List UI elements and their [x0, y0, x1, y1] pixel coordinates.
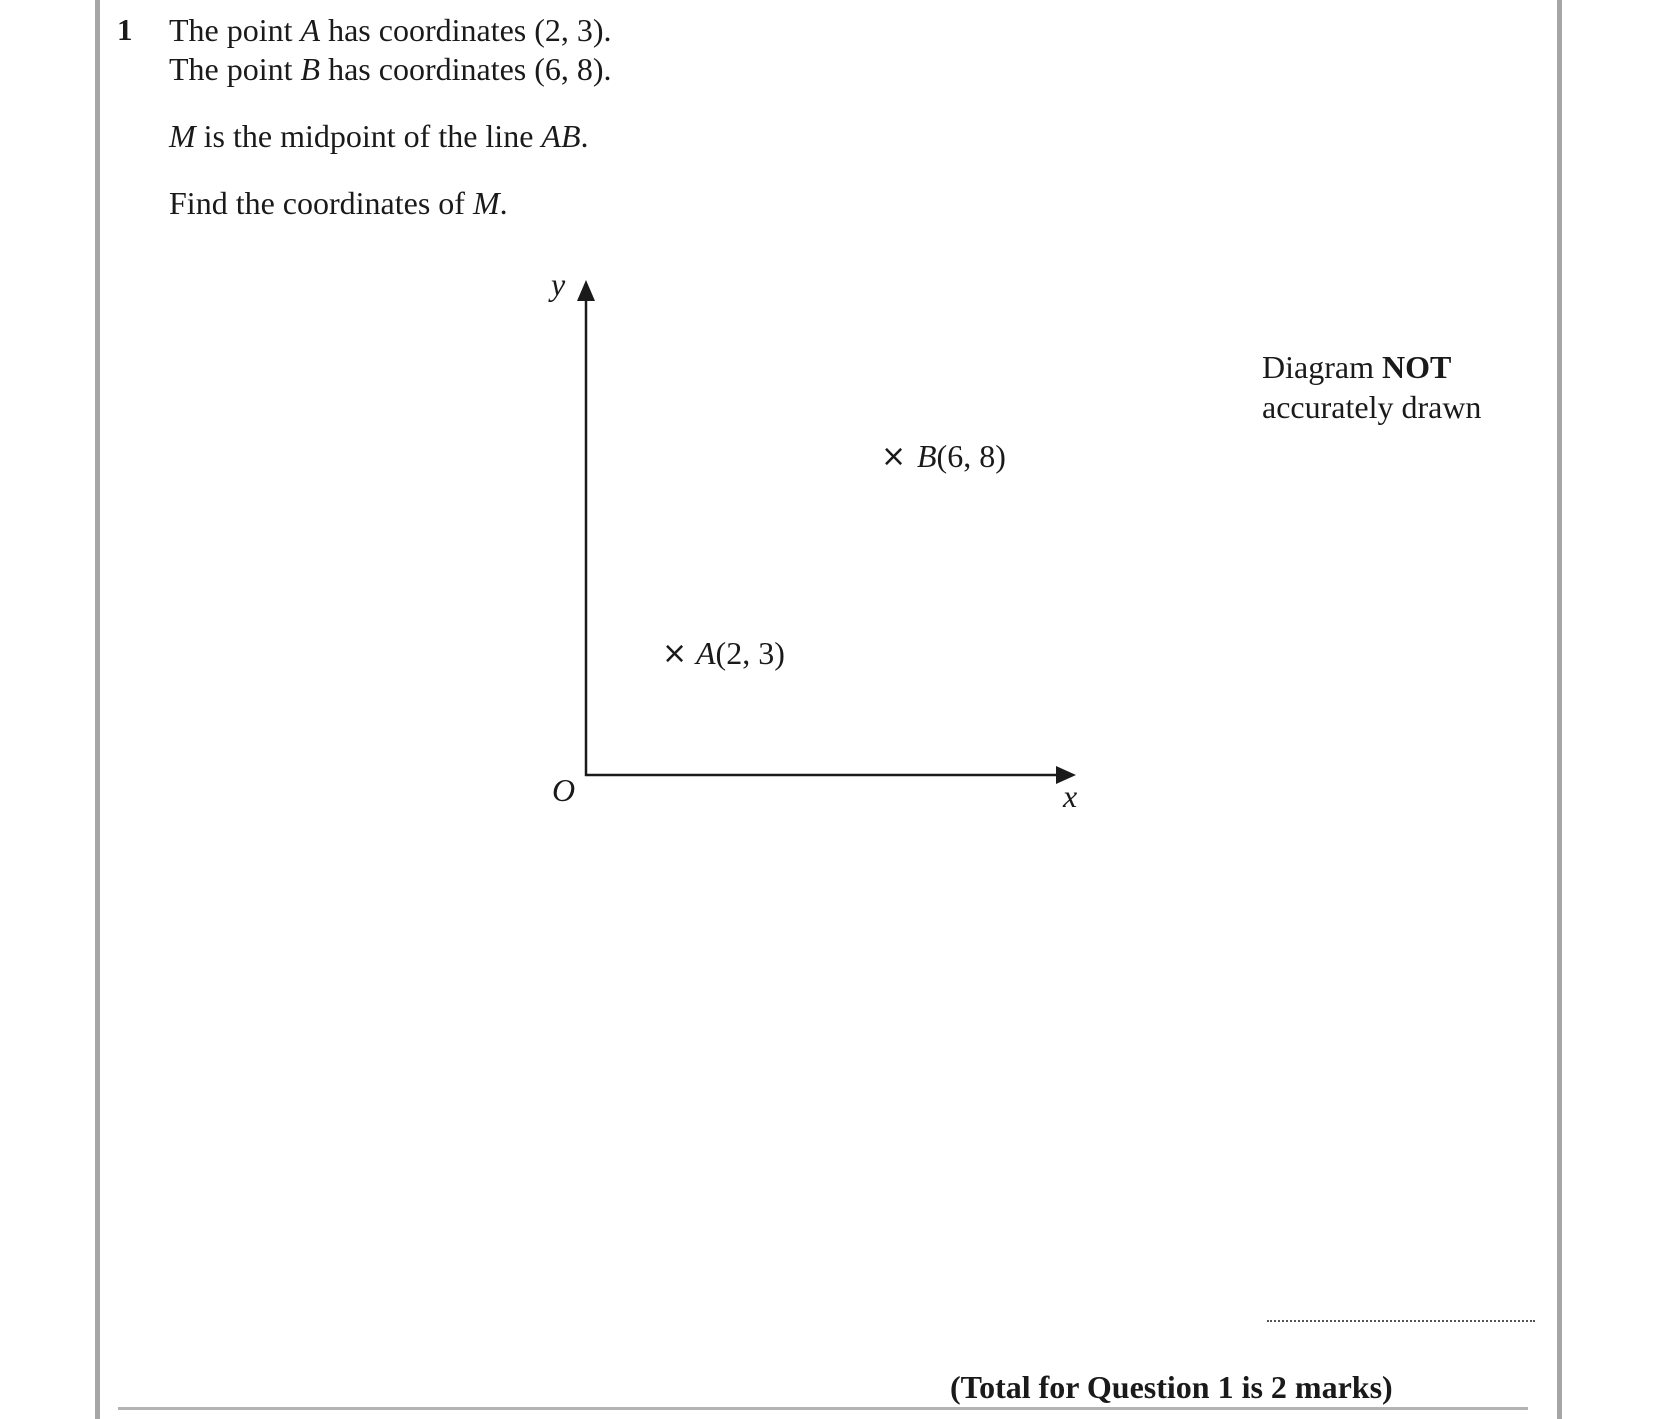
line1-post: has coordinates (2, 3).	[320, 12, 612, 48]
point-b-label	[917, 440, 1006, 472]
answer-line[interactable]	[1267, 1320, 1535, 1322]
line1-pre: The point	[169, 12, 301, 48]
note-bold: NOT	[1381, 349, 1452, 385]
note-pre: Diagram	[1262, 349, 1382, 385]
diagram-not-accurate-note	[1262, 347, 1481, 427]
line3-var: M	[169, 118, 196, 154]
note-line2: accurately drawn	[1262, 389, 1482, 425]
y-axis-arrowhead	[577, 280, 595, 301]
question-number: 1	[117, 12, 133, 47]
point-b-cross: ×	[881, 439, 907, 474]
line4-var: M	[472, 185, 500, 221]
line3-mid: is the midpoint of the line	[195, 118, 542, 154]
line2-post: has coordinates (6, 8).	[320, 51, 612, 87]
point-b-name: B	[917, 438, 937, 474]
line2-pre: The point	[169, 51, 301, 87]
point-a-coords: (2, 3)	[715, 635, 785, 671]
point-a-name: A	[696, 635, 716, 671]
point-b-coords: (6, 8)	[936, 438, 1006, 474]
total-marks: (Total for Question 1 is 2 marks)	[950, 1369, 1393, 1405]
line1-var: A	[300, 12, 321, 48]
line4-post: .	[499, 185, 508, 221]
y-axis-label: y	[551, 266, 566, 302]
point-a-cross: ×	[662, 636, 688, 671]
line4-pre: Find the coordinates of	[169, 185, 473, 221]
bottom-rule	[118, 1407, 1528, 1410]
line3-post: .	[580, 118, 589, 154]
line2-var: B	[300, 51, 321, 87]
line3-var2: AB	[541, 118, 581, 154]
x-axis-label: x	[1063, 778, 1078, 814]
point-a-label	[696, 637, 785, 669]
origin-label: O	[552, 772, 576, 808]
